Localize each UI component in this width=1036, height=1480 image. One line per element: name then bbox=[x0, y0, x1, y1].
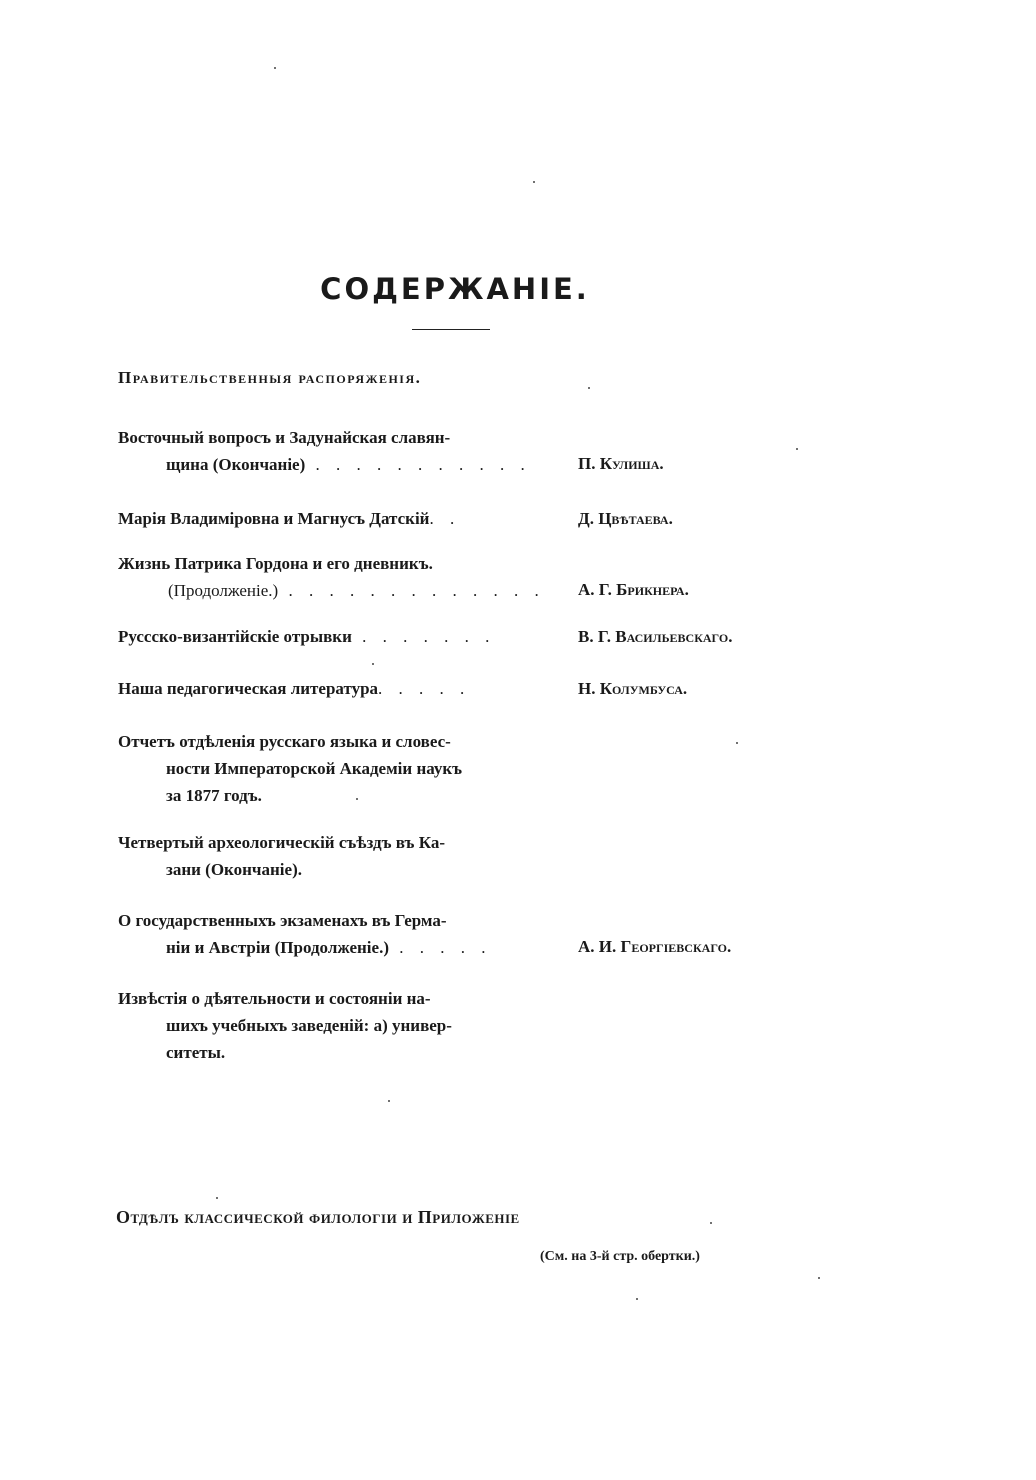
entry-title-line: шихъ учебныхъ заведеній: а) универ- bbox=[166, 1016, 452, 1035]
toc-entry bbox=[118, 505, 568, 532]
entry-title-line: О государственныхъ экзаменахъ въ Герма- bbox=[118, 911, 447, 930]
page-title: СОДЕРЖАНІЕ. bbox=[320, 272, 590, 306]
entry-author: Н. Колумбуса. bbox=[578, 679, 688, 698]
section-heading: Правительственныя распоряженія. bbox=[118, 368, 422, 387]
entry-title-line bbox=[118, 675, 568, 702]
entry-author: А. Г. Брикнера. bbox=[578, 580, 689, 599]
entry-title-cont: ніи и Австріи (Продолженіе.) bbox=[166, 938, 389, 957]
entry-title: Наша педагогическая литература bbox=[118, 679, 379, 698]
footer-heading: Отдѣлъ классической филологіи и Приложеніе bbox=[116, 1207, 520, 1227]
entry-author: А. И. Георгіевскаго. bbox=[578, 937, 732, 956]
entry-title-line: Жизнь Патрика Гордона и его дневникъ. bbox=[118, 554, 433, 573]
entry-title-line bbox=[118, 577, 568, 604]
scan-speck bbox=[216, 1197, 218, 1199]
scan-speck bbox=[710, 1222, 712, 1224]
toc-entry bbox=[118, 424, 568, 478]
scan-speck bbox=[533, 181, 535, 183]
entry-title-line bbox=[118, 505, 568, 532]
toc-entry bbox=[118, 728, 568, 809]
leader-dots: . . bbox=[429, 509, 461, 528]
entry-title-cont: щина (Окончаніе) bbox=[166, 455, 306, 474]
scan-speck bbox=[736, 742, 738, 744]
toc-entry bbox=[118, 675, 568, 702]
title-divider bbox=[412, 329, 490, 330]
footer-note: (См. на 3-й стр. обертки.) bbox=[540, 1249, 700, 1264]
toc-entry bbox=[118, 907, 568, 961]
toc-entry bbox=[118, 550, 568, 604]
entry-title-line bbox=[118, 623, 568, 650]
entry-author: В. Г. Васильевскаго. bbox=[578, 627, 733, 646]
leader-dots: . . . . . bbox=[388, 938, 492, 957]
scan-speck bbox=[636, 1298, 638, 1300]
scan-speck bbox=[796, 448, 798, 450]
scan-speck bbox=[388, 1100, 390, 1102]
leader-dots: . . . . . . . bbox=[351, 627, 496, 646]
entry-title-line: Отчетъ отдѣленія русскаго языка и словес- bbox=[118, 732, 451, 751]
leader-dots: . . . . . . . . . . . . . bbox=[278, 581, 545, 600]
leader-dots: . . . . . bbox=[378, 679, 471, 698]
entry-title-line: за 1877 годъ. bbox=[166, 786, 262, 805]
scan-speck bbox=[356, 798, 358, 800]
entry-title-line: Извѣстія о дѣятельности и состояніи на- bbox=[118, 989, 431, 1008]
toc-entry bbox=[118, 985, 568, 1066]
scan-speck bbox=[274, 67, 276, 69]
entry-author: Д. Цвѣтаева. bbox=[578, 509, 673, 528]
entry-title-line: зани (Окончаніе). bbox=[166, 860, 302, 879]
entry-title-line: ситеты. bbox=[166, 1043, 226, 1062]
scan-speck bbox=[588, 387, 590, 389]
entry-author: П. Кулиша. bbox=[578, 454, 664, 473]
entry-title-line: ности Императорской Академіи наукъ bbox=[166, 759, 463, 778]
entry-title-line bbox=[118, 934, 568, 961]
scan-speck bbox=[818, 1277, 820, 1279]
toc-entry bbox=[118, 829, 568, 883]
scan-speck bbox=[372, 663, 374, 665]
toc-entry bbox=[118, 623, 568, 650]
entry-title-line: Четвертый археологическій съѣздъ въ Ка- bbox=[118, 833, 445, 852]
entry-title: Марія Владиміровна и Магнусъ Датскій bbox=[118, 509, 430, 528]
entry-title: Руссско-византійскіе отрывки bbox=[118, 627, 352, 646]
leader-dots: . . . . . . . . . . . bbox=[305, 455, 531, 474]
entry-title-line: Восточный вопросъ и Задунайская славян- bbox=[118, 428, 451, 447]
entry-title-cont: (Продолженіе.) bbox=[168, 581, 279, 600]
entry-title-line bbox=[118, 451, 568, 478]
